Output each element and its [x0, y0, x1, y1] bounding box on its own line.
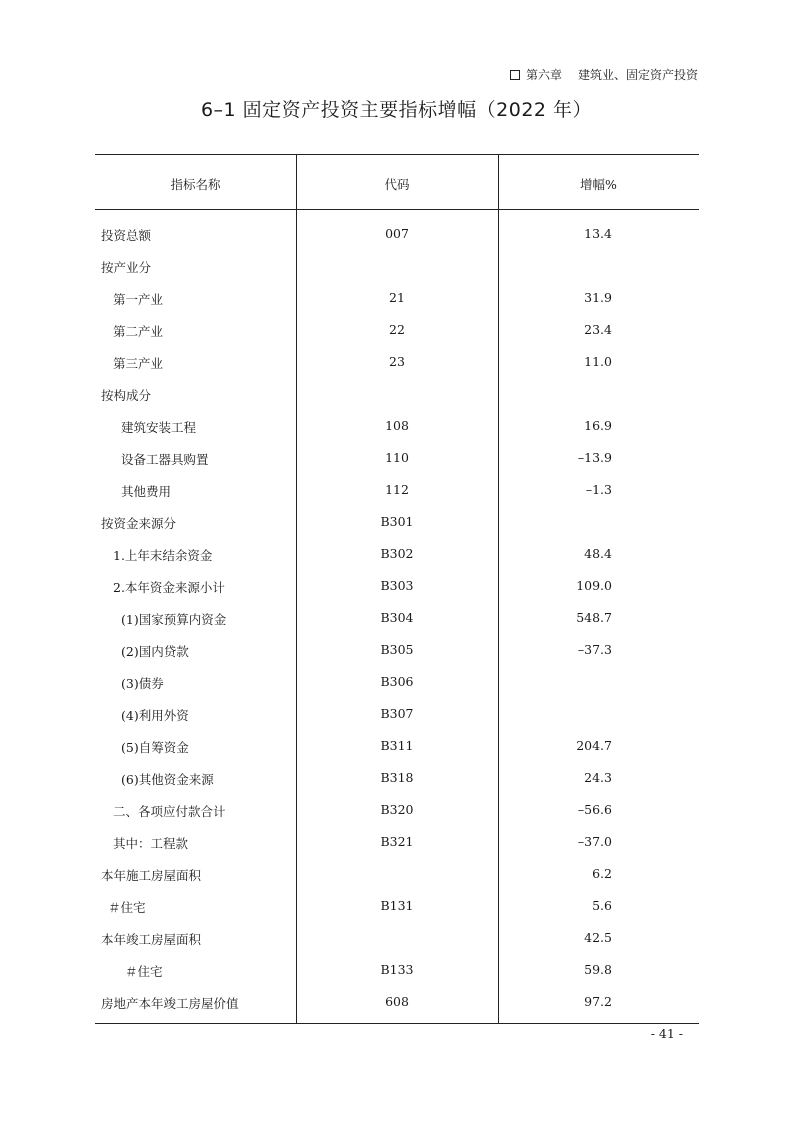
indicator-name: 按资金来源分: [101, 516, 177, 531]
chapter-label: 第六章: [525, 68, 562, 82]
table-row: [95, 986, 699, 1018]
table-row: [95, 378, 699, 410]
growth-value: 109.0: [576, 578, 612, 593]
growth-value: 97.2: [584, 994, 612, 1009]
growth-value: 16.9: [584, 418, 612, 433]
indicator-name: 按产业分: [101, 260, 152, 275]
indicator-name: (5)自筹资金: [121, 740, 189, 755]
page-title: 6–1 固定资产投资主要指标增幅（2022 年）: [200, 99, 593, 121]
growth-value: 23.4: [584, 322, 612, 337]
indicator-code: B320: [380, 802, 414, 817]
indicator-code: B305: [380, 642, 414, 657]
header-growth: 增幅%: [580, 177, 617, 192]
indicator-name: 1.上年末结余资金: [113, 548, 213, 563]
indicator-name: 按构成分: [101, 388, 152, 403]
growth-value: 42.5: [584, 930, 612, 945]
indicator-name: 投资总额: [101, 228, 152, 243]
growth-value: –37.3: [577, 642, 612, 657]
indicator-table: [95, 154, 699, 1024]
table-row: [95, 954, 699, 986]
table-row: [95, 218, 699, 250]
table-row: [95, 346, 699, 378]
square-icon: [510, 70, 520, 80]
indicator-name: 第二产业: [113, 324, 164, 339]
table-row: [95, 634, 699, 666]
table-row: [95, 410, 699, 442]
indicator-name: 第三产业: [113, 356, 164, 371]
header-rule: [95, 209, 699, 210]
indicator-name: 本年竣工房屋面积: [101, 932, 202, 947]
running-header: [510, 66, 698, 83]
indicator-code: B306: [380, 674, 414, 689]
table-row: [95, 282, 699, 314]
table-row: [95, 794, 699, 826]
growth-value: –13.9: [577, 450, 612, 465]
indicator-code: B131: [380, 898, 414, 913]
growth-value: –56.6: [577, 802, 612, 817]
indicator-name: 其中：工程款: [113, 836, 189, 851]
indicator-name: 建筑安装工程: [121, 420, 197, 435]
indicator-name: 二、各项应付款合计: [113, 804, 226, 819]
table-row: [95, 826, 699, 858]
table-row: [95, 250, 699, 282]
indicator-name: ＃住宅: [125, 964, 163, 979]
indicator-code: 23: [389, 354, 405, 369]
indicator-name: 本年施工房屋面积: [101, 868, 202, 883]
indicator-name: 其他费用: [121, 484, 172, 499]
indicator-name: (2)国内贷款: [121, 644, 189, 659]
growth-value: 204.7: [576, 738, 612, 753]
indicator-name: 第一产业: [113, 292, 164, 307]
indicator-code: 608: [385, 994, 409, 1009]
table-row: [95, 666, 699, 698]
table-row: [95, 442, 699, 474]
indicator-name: 2.本年资金来源小计: [113, 580, 225, 595]
growth-value: 5.6: [592, 898, 612, 913]
table-row: [95, 602, 699, 634]
indicator-name: (1)国家预算内资金: [121, 612, 227, 627]
table-row: [95, 890, 699, 922]
indicator-name: (6)其他资金来源: [121, 772, 214, 787]
table-row: [95, 922, 699, 954]
table-row: [95, 570, 699, 602]
table-row: [95, 858, 699, 890]
table-row: [95, 314, 699, 346]
growth-value: –37.0: [577, 834, 612, 849]
indicator-code: B304: [380, 610, 414, 625]
indicator-code: 112: [385, 482, 409, 497]
indicator-name: 设备工器具购置: [121, 452, 209, 467]
indicator-code: 22: [389, 322, 405, 337]
indicator-name: (4)利用外资: [121, 708, 189, 723]
indicator-code: B301: [380, 514, 414, 529]
indicator-code: B303: [380, 578, 414, 593]
indicator-name: ＃住宅: [108, 900, 146, 915]
indicator-code: B133: [380, 962, 414, 977]
indicator-code: 21: [389, 290, 405, 305]
table-body: [95, 218, 699, 1018]
table-row: [95, 698, 699, 730]
growth-value: 59.8: [584, 962, 612, 977]
indicator-name: (3)债券: [121, 676, 164, 691]
growth-value: 31.9: [584, 290, 612, 305]
indicator-code: B318: [380, 770, 414, 785]
table-row: [95, 730, 699, 762]
indicator-code: B321: [380, 834, 414, 849]
growth-value: 6.2: [592, 866, 612, 881]
page-number: - 41 -: [650, 1026, 683, 1041]
table-row: [95, 762, 699, 794]
growth-value: 48.4: [584, 546, 612, 561]
indicator-code: B311: [380, 738, 414, 753]
growth-value: –1.3: [585, 482, 612, 497]
indicator-code: B302: [380, 546, 414, 561]
indicator-code: B307: [380, 706, 414, 721]
indicator-name: 房地产本年竣工房屋价值: [101, 996, 239, 1011]
growth-value: 548.7: [576, 610, 612, 625]
indicator-code: 007: [385, 226, 409, 241]
table-row: [95, 506, 699, 538]
section-label: 建筑业、固定资产投资: [577, 68, 698, 82]
indicator-code: 110: [385, 450, 409, 465]
header-indicator-name: 指标名称: [170, 177, 221, 192]
growth-value: 11.0: [584, 354, 612, 369]
header-code: 代码: [384, 177, 410, 192]
table-row: [95, 538, 699, 570]
growth-value: 13.4: [584, 226, 612, 241]
growth-value: 24.3: [584, 770, 612, 785]
indicator-code: 108: [385, 418, 409, 433]
table-row: [95, 474, 699, 506]
